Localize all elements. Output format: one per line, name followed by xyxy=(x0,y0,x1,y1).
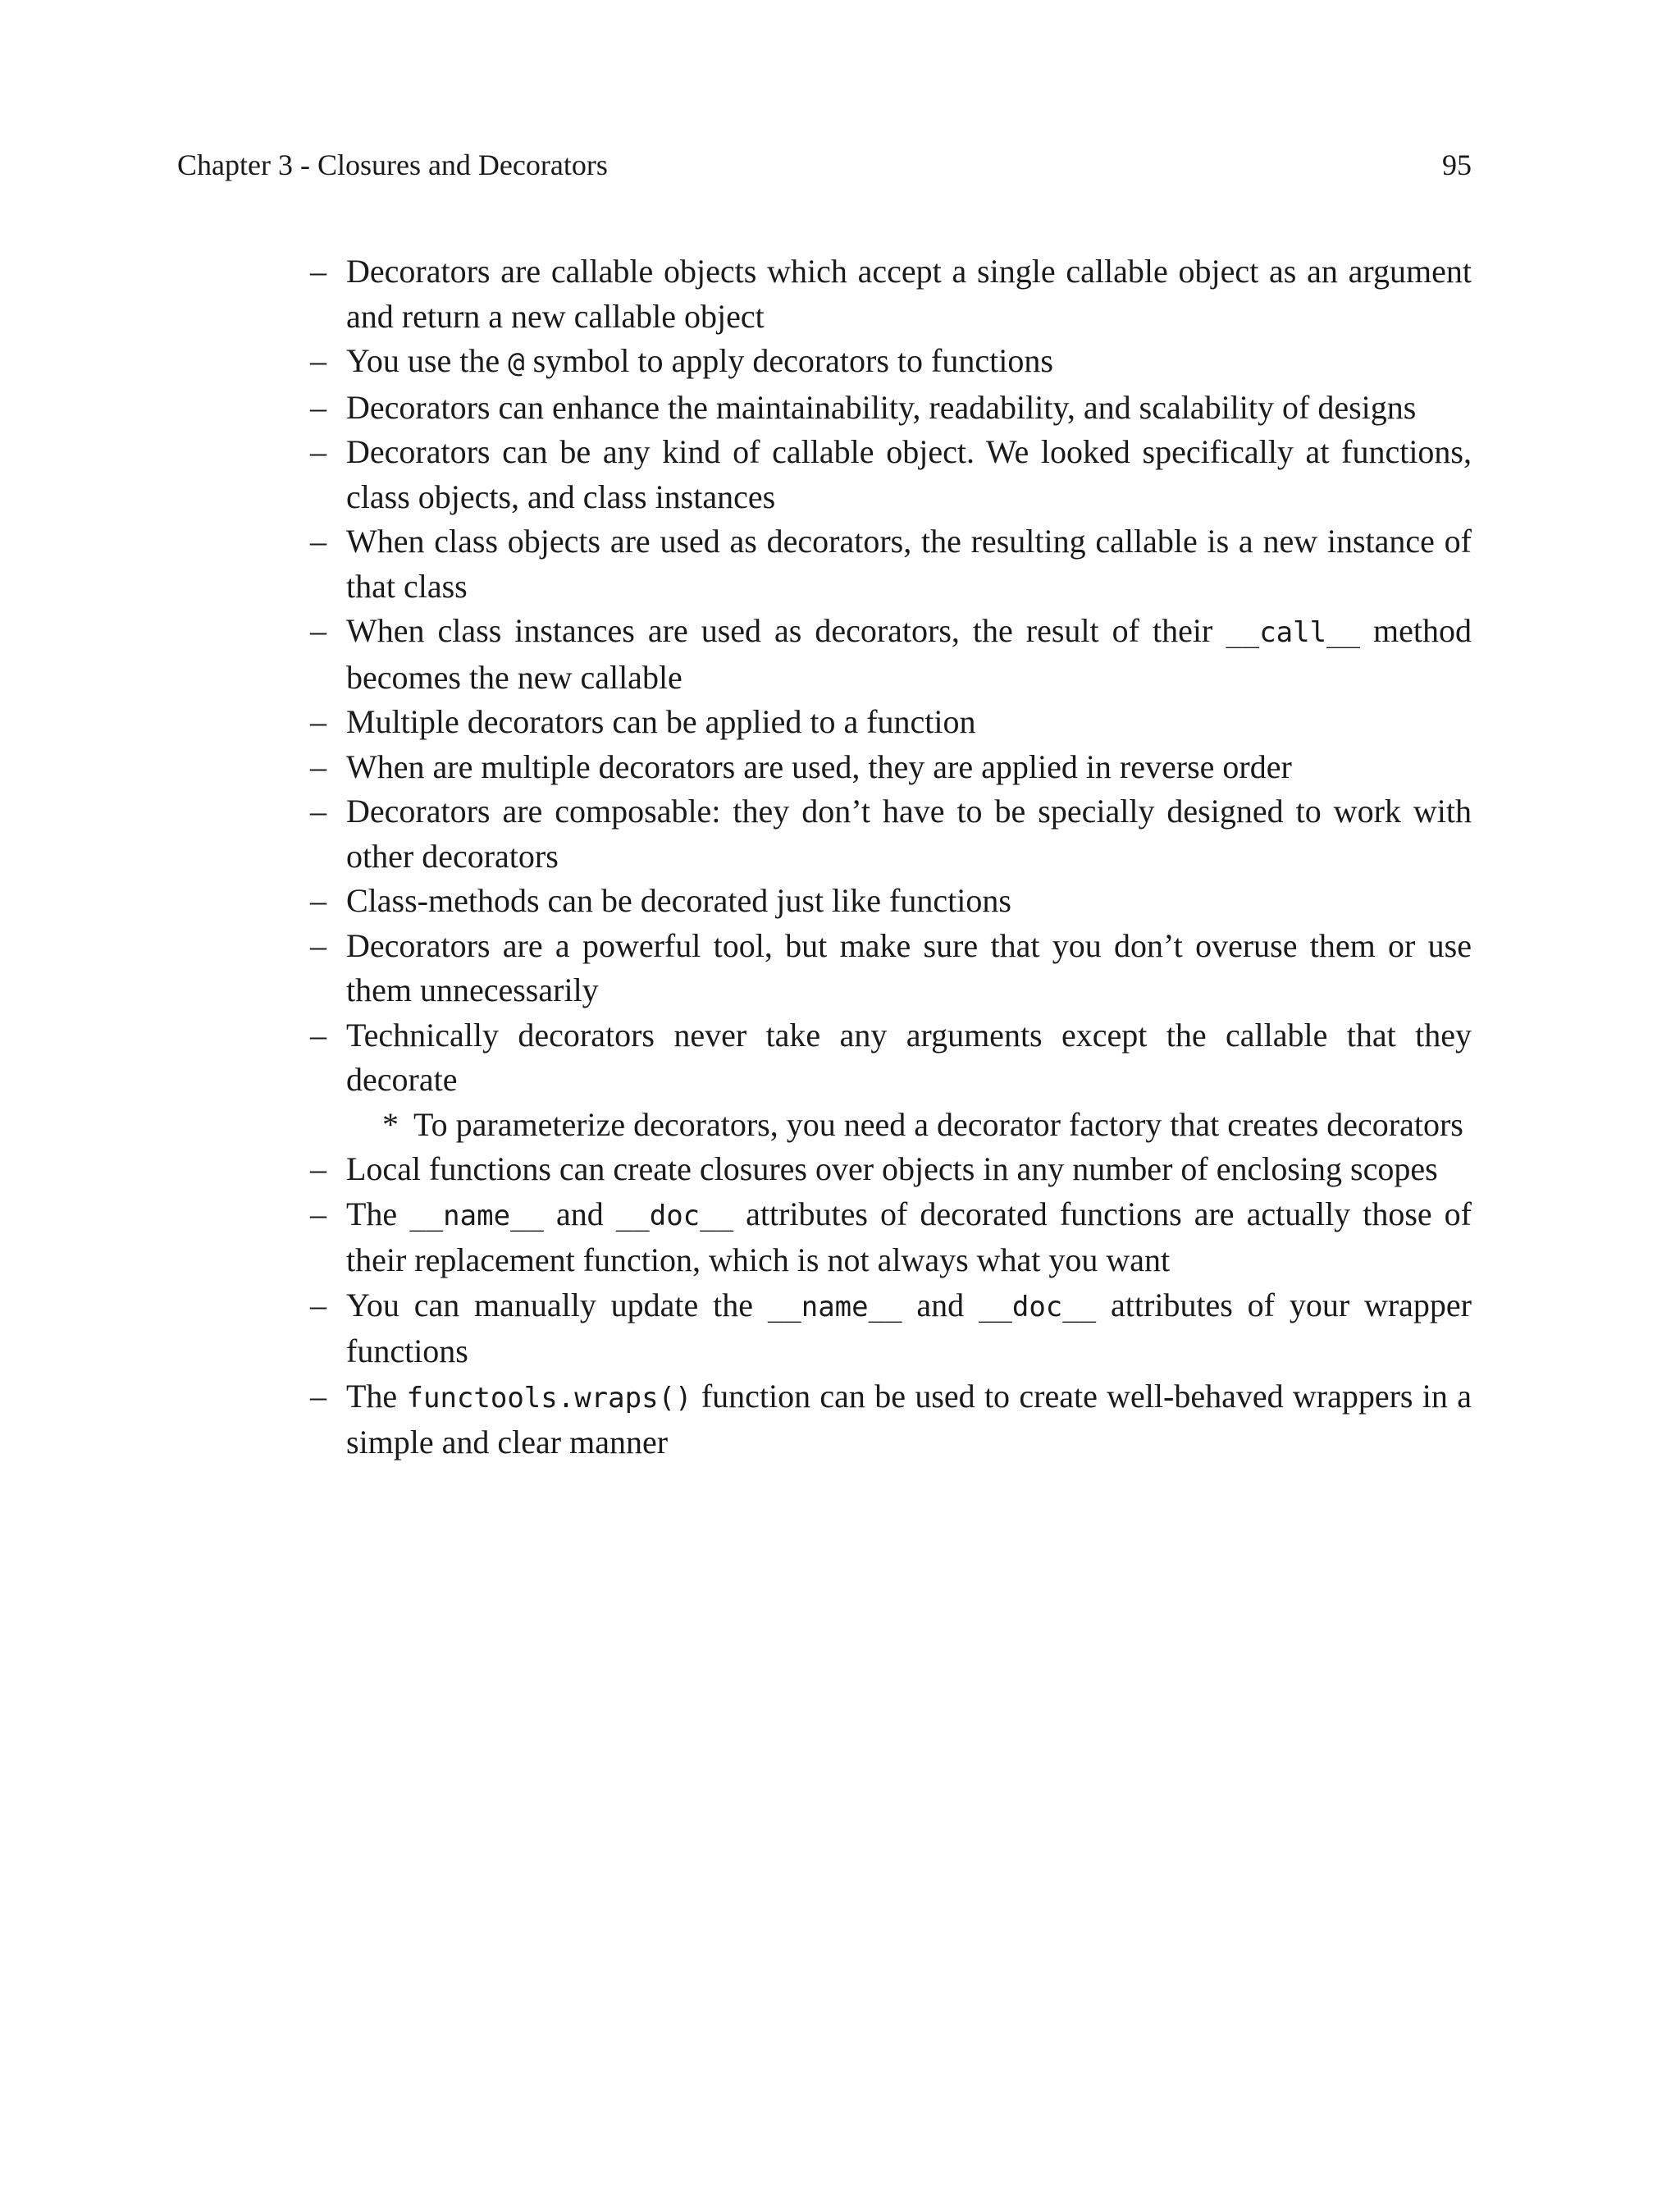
sub-bullet-item: * To parameterize decorators, you need a decorator factory that creates decorators xyxy=(346,1103,1472,1148)
bullet-item: – The __name__ and __doc__ attributes of decorated functions are actually those of their replacement function, which is not always what you want xyxy=(310,1192,1472,1283)
bullet-item: – You use the @ symbol to apply decorators to functions xyxy=(310,339,1472,386)
bullet-item: – When are multiple decorators are used, they are applied in reverse order xyxy=(310,745,1472,790)
page-number: 95 xyxy=(1442,149,1472,181)
bullet-item: – Decorators are composable: they don’t have to be specially designed to work with other decorators xyxy=(310,789,1472,879)
bullet-item: – Decorators can enhance the maintainability, readability, and scalability of designs xyxy=(310,386,1472,431)
sub-bullet-list xyxy=(346,1103,1472,1148)
summary-bullet-list xyxy=(310,249,1472,1465)
bullet-item: – When class objects are used as decorators, the resulting callable is a new instance of that class xyxy=(310,519,1472,609)
running-header xyxy=(177,144,1472,185)
inline-code: @ xyxy=(508,346,525,379)
inline-code: __name__ xyxy=(767,1290,902,1323)
bullet-item: – The functools.wraps() function can be used to create well-behaved wrappers in a simple and clear manner xyxy=(310,1374,1472,1465)
inline-code: __doc__ xyxy=(978,1290,1097,1323)
bullet-item: – Local functions can create closures over objects in any number of enclosing scopes xyxy=(310,1147,1472,1192)
bullet-item: – Decorators can be any kind of callable object. We looked specifically at functions, class objects, and class instances xyxy=(310,430,1472,519)
chapter-title: Chapter 3 - Closures and Decorators xyxy=(177,149,608,181)
bullet-item: – When class instances are used as decorators, the result of their __call__ method becomes the new callable xyxy=(310,609,1472,700)
summary-content xyxy=(310,249,1472,1465)
bullet-item: – Technically decorators never take any arguments except the callable that they decorate * To parameterize decorators, you need a decorator factory that creates decorators xyxy=(310,1013,1472,1148)
inline-code: __doc__ xyxy=(615,1199,734,1232)
bullet-item: – Decorators are a powerful tool, but make sure that you don’t overuse them or use them unnecessarily xyxy=(310,924,1472,1013)
inline-code: __call__ xyxy=(1226,616,1361,649)
bullet-item: – Class-methods can be decorated just like functions xyxy=(310,879,1472,924)
bullet-item: – You can manually update the __name__ and __doc__ attributes of your wrapper functions xyxy=(310,1283,1472,1374)
inline-code: __name__ xyxy=(409,1199,544,1232)
inline-code: functools.wraps() xyxy=(406,1381,692,1415)
bullet-item: – Decorators are callable objects which accept a single callable object as an argument and return a new callable object xyxy=(310,249,1472,339)
bullet-item: – Multiple decorators can be applied to a function xyxy=(310,700,1472,745)
